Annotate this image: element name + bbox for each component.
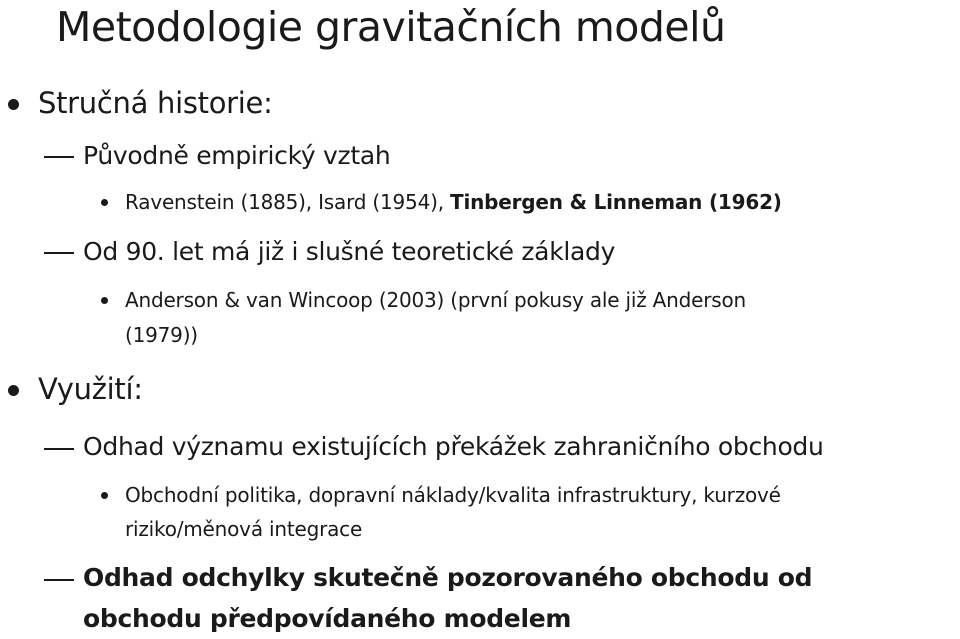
bullet-icon bbox=[101, 199, 108, 206]
bullet-icon bbox=[8, 99, 19, 110]
detail-policy-line2: riziko/měnová integrace bbox=[125, 517, 363, 541]
section-heading-usage: Využití: bbox=[38, 372, 143, 406]
detail-authors-early bbox=[125, 188, 782, 216]
detail-policy-line1: Obchodní politika, dopravní náklady/kvalita infrastruktury, kurzové bbox=[125, 483, 781, 507]
subitem-theory: Od 90. let má již i slušné teoretické základy bbox=[83, 237, 616, 266]
subitem-barriers: Odhad významu existujících překážek zahraničního obchodu bbox=[83, 432, 824, 461]
dash-icon bbox=[44, 252, 74, 254]
slide-title: Metodologie gravitačních modelů bbox=[56, 3, 726, 51]
detail-authors-bold: Tinbergen & Linneman (1962) bbox=[450, 190, 782, 214]
subitem-deviation-line2: obchodu předpovídaného modelem bbox=[83, 604, 572, 633]
detail-anderson-line1: Anderson & van Wincoop (2003) (první pokusy ale již Anderson bbox=[125, 288, 746, 312]
bullet-icon bbox=[8, 385, 19, 396]
subitem-empirical: Původně empirický vztah bbox=[83, 141, 391, 170]
detail-anderson-line2: (1979)) bbox=[125, 323, 198, 347]
section-heading-history: Stručná historie: bbox=[38, 86, 273, 120]
bullet-icon bbox=[101, 297, 108, 304]
detail-authors-plain: Ravenstein (1885), Isard (1954), bbox=[125, 190, 451, 214]
bullet-icon bbox=[101, 492, 108, 499]
subitem-deviation-line1: Odhad odchylky skutečně pozorovaného obchodu od bbox=[83, 563, 813, 592]
dash-icon bbox=[44, 448, 74, 450]
dash-icon bbox=[44, 156, 74, 158]
dash-icon bbox=[44, 579, 74, 581]
